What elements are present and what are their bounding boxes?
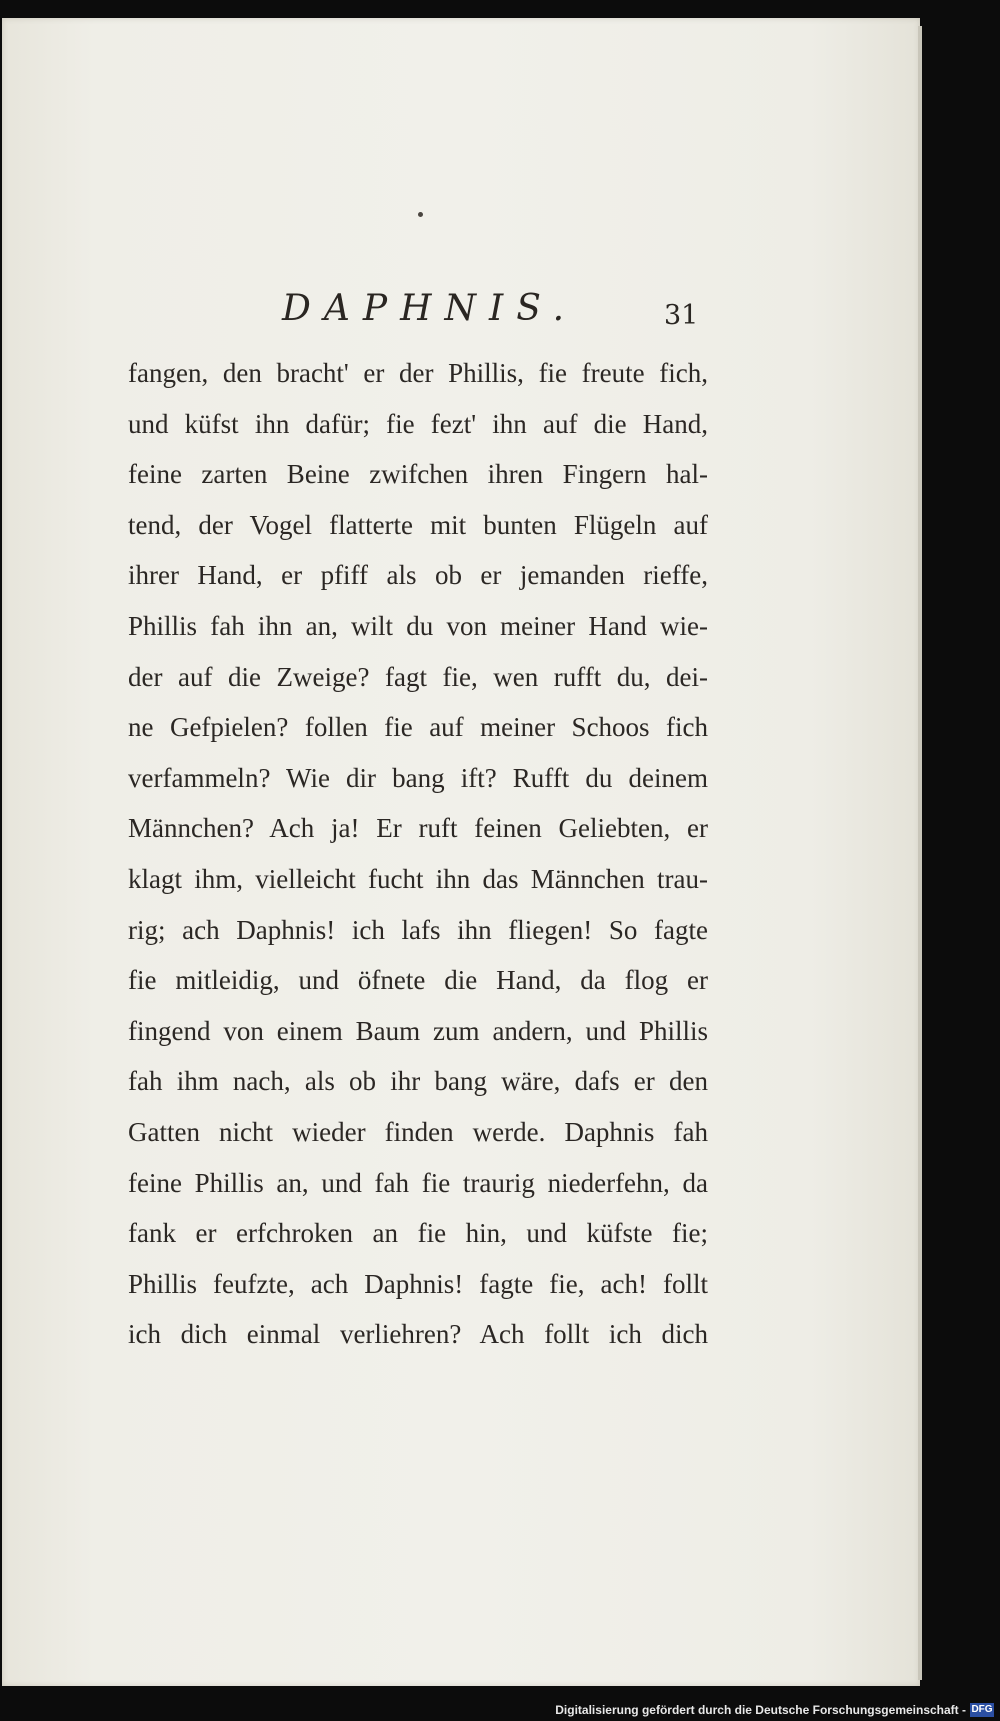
page-mark-dot	[418, 212, 423, 217]
book-page	[2, 18, 920, 1686]
body-text	[128, 348, 708, 1360]
text-line: klagt ihm, vielleicht fucht ihn das Männchen trau-	[128, 863, 708, 894]
text-line: fank er erfchroken an fie hin, und küfste fie;	[128, 1218, 708, 1249]
footer-credit: Digitalisierung gefördert durch die Deutsche Forschungsgemeinschaft -	[555, 1703, 966, 1717]
text-line: rig; ach Daphnis! ich lafs ihn fliegen! So fagte	[128, 914, 708, 945]
text-line: fangen, den bracht' er der Phillis, fie freute fich,	[128, 358, 708, 388]
text-line: und küfst ihn dafür; fie fezt' ihn auf die Hand,	[128, 408, 708, 439]
text-line: fingend von einem Baum zum andern, und Phillis	[128, 1015, 708, 1046]
text-line: feine zarten Beine zwifchen ihren Fingern hal-	[128, 459, 708, 490]
text-line: Phillis fah ihn an, wilt du von meiner Hand wie-	[128, 610, 708, 641]
text-line: Gatten nicht wieder finden werde. Daphnis fah	[128, 1116, 708, 1147]
text-line: ne Gefpielen? follen fie auf meiner Schoos fich	[128, 712, 708, 743]
page-edge	[918, 26, 922, 1680]
text-line: Männchen? Ach ja! Er ruft feinen Geliebten, er	[128, 813, 708, 844]
dfg-logo: DFG	[971, 1704, 993, 1715]
text-line: fah ihm nach, als ob ihr bang wäre, dafs er den	[128, 1066, 708, 1097]
text-line: fie mitleidig, und öfnete die Hand, da flog er	[128, 965, 708, 996]
text-line: Phillis feufzte, ach Daphnis! fagte fie, ach! follt	[128, 1268, 708, 1299]
text-line: verfammeln? Wie dir bang ift? Rufft du deinem	[128, 762, 708, 793]
text-line: ihrer Hand, er pfiff als ob er jemanden rieffe,	[128, 560, 708, 591]
running-head: DAPHNIS.	[282, 288, 578, 329]
page-number: 31	[664, 300, 699, 331]
text-line: ich dich einmal verliehren? Ach follt ich dich	[128, 1319, 708, 1350]
text-line: der auf die Zweige? fagt fie, wen rufft du, dei-	[128, 661, 708, 692]
text-line: feine Phillis an, und fah fie traurig niederfehn, da	[128, 1167, 708, 1198]
text-line: tend, der Vogel flatterte mit bunten Flügeln auf	[128, 509, 708, 540]
